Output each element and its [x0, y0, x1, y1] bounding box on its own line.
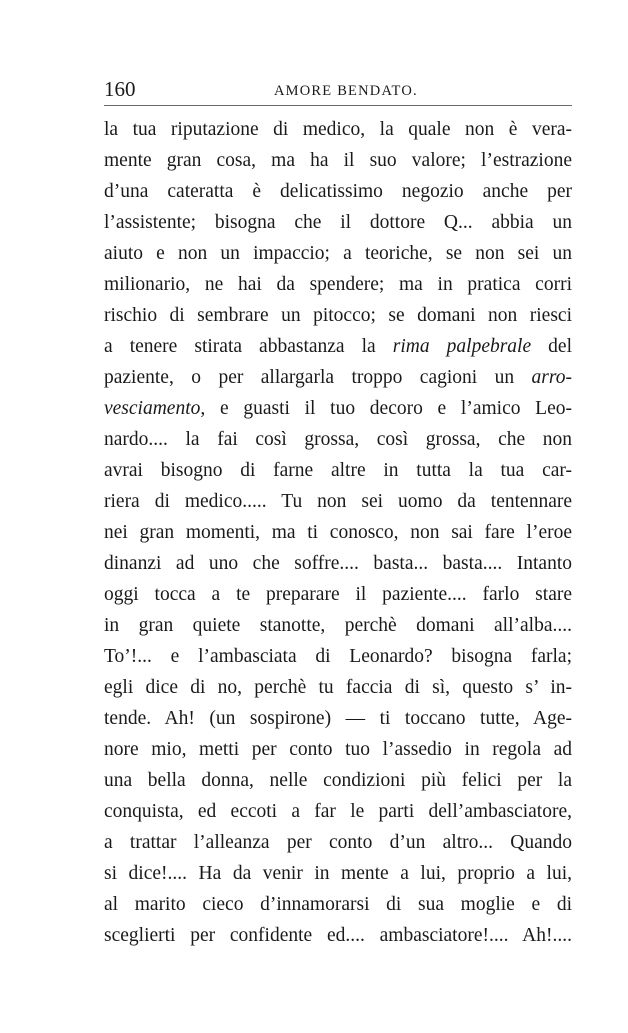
- text-run: l’assistente; bisogna che il dottore Q... abbia un: [104, 212, 572, 233]
- text-run: a trattar l’alleanza per conto d’un altro... Quando: [104, 832, 572, 853]
- text-line: [104, 393, 572, 424]
- text-line: [104, 672, 572, 703]
- text-run: a tenere stirata abbastanza la: [104, 336, 393, 357]
- text-run: oggi tocca a te preparare il paziente.... farlo stare: [104, 584, 572, 605]
- text-run: una bella donna, nelle condizioni più felici per la: [104, 770, 572, 791]
- text-line: [104, 610, 572, 641]
- text-run: del: [531, 336, 572, 357]
- text-line: [104, 858, 572, 889]
- text-line: [104, 455, 572, 486]
- running-title: AMORE BENDATO.: [274, 83, 418, 99]
- text-run: To’!... e l’ambasciata di Leonardo? bisogna farla;: [104, 646, 572, 667]
- text-line: [104, 920, 572, 951]
- text-run: egli dice di no, perchè tu faccia di sì, questo s’ in-: [104, 677, 572, 698]
- text-line: [104, 641, 572, 672]
- text-line: [104, 548, 572, 579]
- text-run: tende. Ah! (un sospirone) — ti toccano tutte, Age-: [104, 708, 572, 729]
- text-run: la tua riputazione di medico, la quale non è vera-: [104, 119, 572, 140]
- text-line: [104, 517, 572, 548]
- italic-text: vesciamento,: [104, 398, 206, 419]
- text-line: [104, 796, 572, 827]
- text-run: in gran quiete stanotte, perchè domani all’alba....: [104, 615, 572, 636]
- page-number: 160: [104, 77, 136, 101]
- text-line: [104, 362, 572, 393]
- header-rule: [104, 105, 572, 106]
- body-text: [104, 114, 572, 951]
- text-run: sceglierti per confidente ed.... ambasciatore!.... Ah!....: [104, 925, 572, 946]
- text-run: rischio di sembrare un pitocco; se domani non riesci: [104, 305, 572, 326]
- text-line: [104, 269, 572, 300]
- text-run: nore mio, metti per conto tuo l’assedio in regola ad: [104, 739, 572, 760]
- text-line: [104, 424, 572, 455]
- text-line: [104, 238, 572, 269]
- text-run: avrai bisogno di farne altre in tutta la tua car-: [104, 460, 572, 481]
- text-run: al marito cieco d’innamorarsi di sua moglie e di: [104, 894, 572, 915]
- text-line: [104, 114, 572, 145]
- text-run: paziente, o per allargarla troppo cagioni un: [104, 367, 532, 388]
- text-run: d’una cateratta è delicatissimo negozio anche per: [104, 181, 572, 202]
- text-line: [104, 207, 572, 238]
- text-run: dinanzi ad uno che soffre.... basta... basta.... Intanto: [104, 553, 572, 574]
- text-run: aiuto e non un impaccio; a teoriche, se non sei un: [104, 243, 572, 264]
- text-line: [104, 486, 572, 517]
- text-line: [104, 827, 572, 858]
- text-run: e guasti il tuo decoro e l’amico Leo-: [205, 398, 572, 419]
- text-line: [104, 703, 572, 734]
- text-run: conquista, ed eccoti a far le parti dell’ambasciatore,: [104, 801, 572, 822]
- text-line: [104, 176, 572, 207]
- text-run: nei gran momenti, ma ti conosco, non sai fare l’eroe: [104, 522, 572, 543]
- running-head: [104, 74, 572, 104]
- text-run: milionario, ne hai da spendere; ma in pratica corri: [104, 274, 572, 295]
- text-line: [104, 765, 572, 796]
- text-run: riera di medico..... Tu non sei uomo da tentennare: [104, 491, 572, 512]
- text-line: [104, 579, 572, 610]
- text-run: si dice!.... Ha da venir in mente a lui, proprio a lui,: [104, 863, 572, 884]
- text-line: [104, 145, 572, 176]
- text-run: nardo.... la fai così grossa, così grossa, che non: [104, 429, 572, 450]
- text-line: [104, 300, 572, 331]
- italic-text: arro-: [531, 367, 572, 388]
- text-line: [104, 331, 572, 362]
- text-line: [104, 889, 572, 920]
- text-run: mente gran cosa, ma ha il suo valore; l’estrazione: [104, 150, 572, 171]
- italic-text: rima palpebrale: [392, 336, 532, 357]
- text-line: [104, 734, 572, 765]
